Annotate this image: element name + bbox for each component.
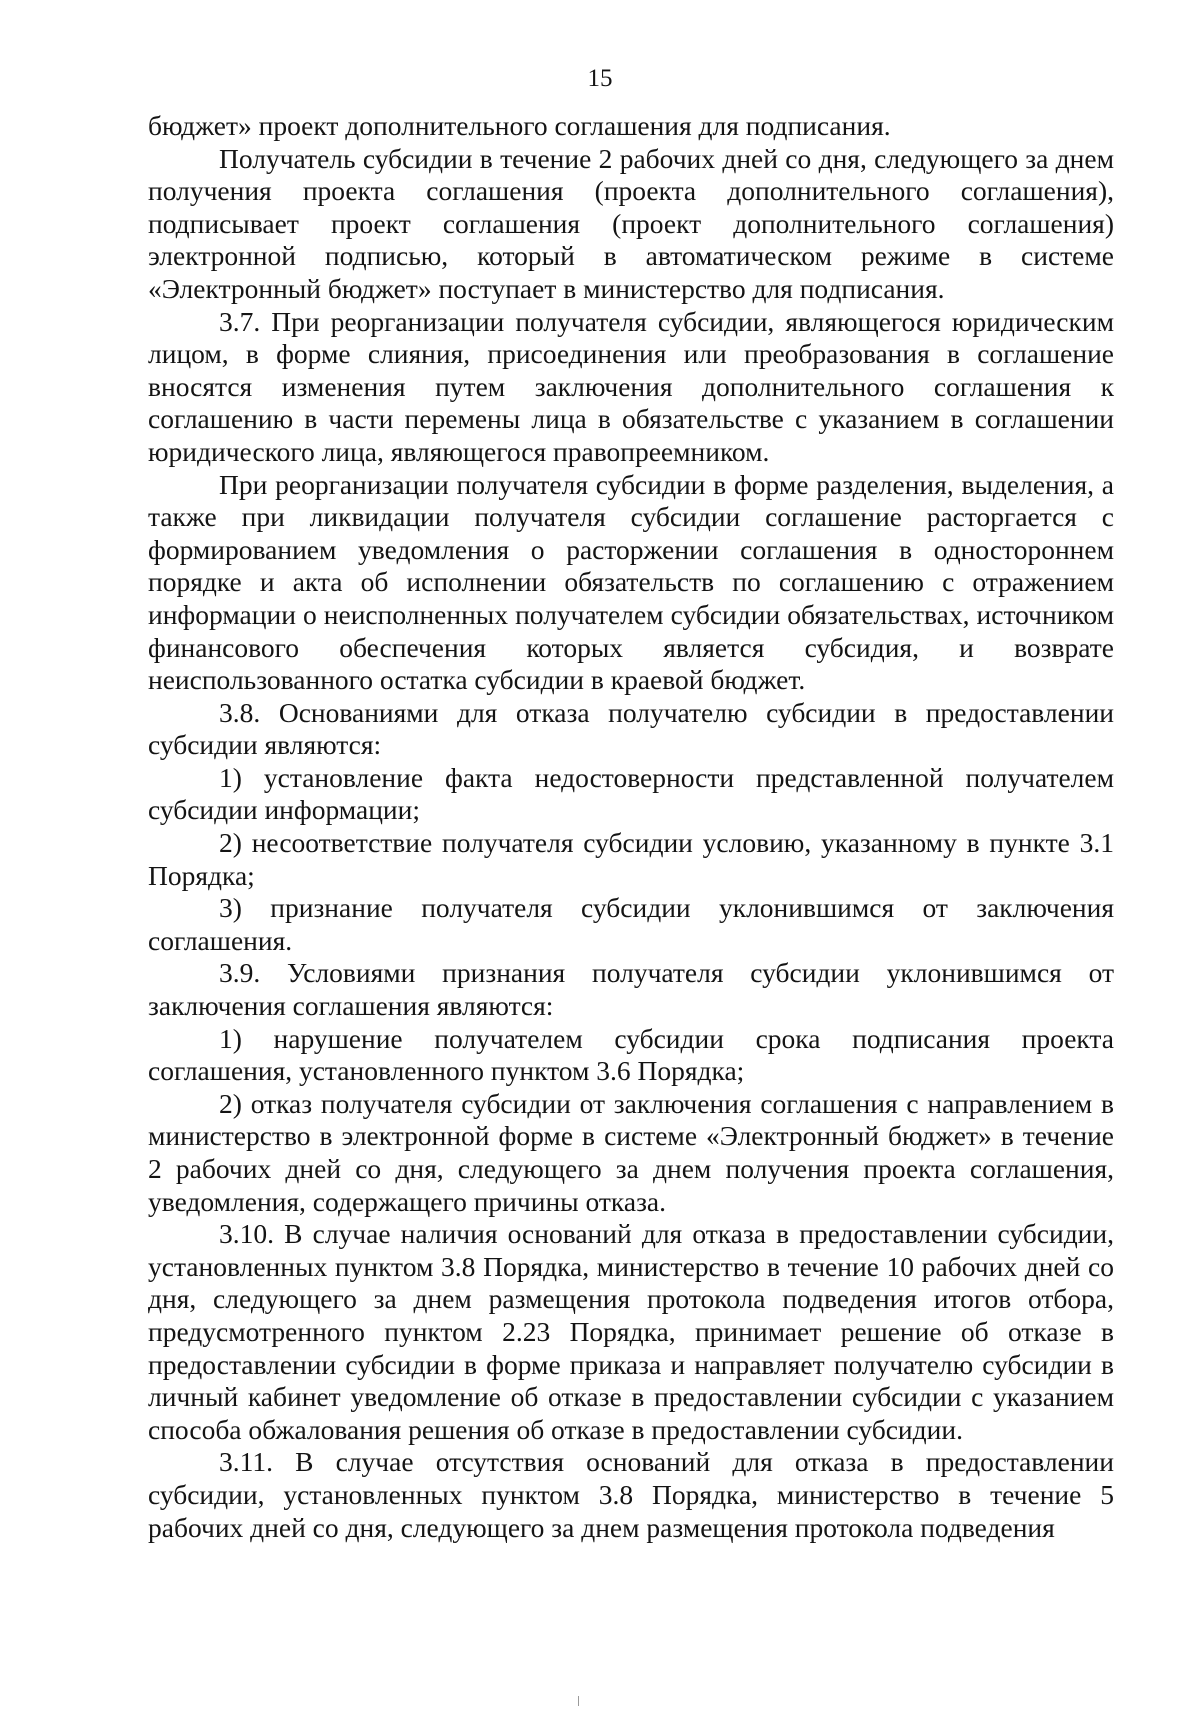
document-body (148, 110, 1114, 1544)
list-item-3-8-2: 2) несоответствие получателя субсидии условию, указанному в пункте 3.1 Порядка; (148, 827, 1114, 891)
paragraph-reorganization: При реорганизации получателя субсидии в форме разделения, выделения, а также при ликвидации получателя субсидии соглашение расторгается с формированием уведомления о расторжении соглашения в одностороннем порядке и акта об исполнении обязательств по соглашению с отражением информации о неисполненных получателем субсидии обязательствах, источником финансового обеспечения которых является субсидия, и возврате неиспользованного остатка субсидии в краевой бюджет. (148, 468, 1114, 696)
paragraph-continuation: бюджет» проект дополнительного соглашения для подписания. (148, 110, 891, 141)
paragraph-3-11: 3.11. В случае отсутствия оснований для отказа в предоставлении субсидии, установленных пунктом 3.8 Порядка, министерство в течение 5 рабочих дней со дня, следующего за днем размещения протокола подведения (148, 1446, 1114, 1543)
paragraph-signing-deadline: Получатель субсидии в течение 2 рабочих дней со дня, следующего за днем получения проекта соглашения (проекта дополнительного соглашения), подписывает проект соглашения (проект дополнительного соглашения) электронной подписью, который в автоматическом режиме в системе «Электронный бюджет» поступает в министерство для подписания. (148, 142, 1114, 304)
page-number: 15 (587, 65, 613, 92)
paragraph-3-7: 3.7. При реорганизации получателя субсидии, являющегося юридическим лицом, в форме слияния, присоединения или преобразования в соглашение вносятся изменения путем заключения дополнительного соглашения к соглашению в части перемены лица в обязательстве с указанием в соглашении юридического лица, являющегося правопреемником. (148, 305, 1114, 467)
list-item-3-9-1: 1) нарушение получателем субсидии срока подписания проекта соглашения, установленного пунктом 3.6 Порядка; (148, 1022, 1114, 1087)
scan-artifact-mark (578, 1696, 579, 1706)
paragraph-3-8: 3.8. Основаниями для отказа получателю субсидии в предоставлении субсидии являются: (148, 696, 1114, 761)
list-item-3-9-2: 2) отказ получателя субсидии от заключения соглашения с направлением в министерство в электронной форме в системе «Электронный бюджет» в течение 2 рабочих дней со дня, следующего за днем получения проекта соглашения, уведомления, содержащего причины отказа. (148, 1087, 1114, 1217)
list-item-3-8-3: 3) признание получателя субсидии уклонившимся от заключения соглашения. (148, 892, 1114, 956)
list-item-3-8-1: 1) установление факта недостоверности представленной получателем субсидии информации; (148, 761, 1114, 826)
paragraph-3-9: 3.9. Условиями признания получателя субсидии уклонившимся от заключения соглашения являются: (148, 957, 1114, 1022)
paragraph-3-10: 3.10. В случае наличия оснований для отказа в предоставлении субсидии, установленных пунктом 3.8 Порядка, министерство в течение 10 рабочих дней со дня, следующего за днем размещения протокола подведения итогов отбора, предусмотренного пунктом 2.23 Порядка, принимает решение об отказе в предоставлении субсидии в форме приказа и направляет получателю субсидии в личный кабинет уведомление об отказе в предоставлении субсидии с указанием способа обжалования решения об отказе в предоставлении субсидии. (148, 1218, 1114, 1445)
